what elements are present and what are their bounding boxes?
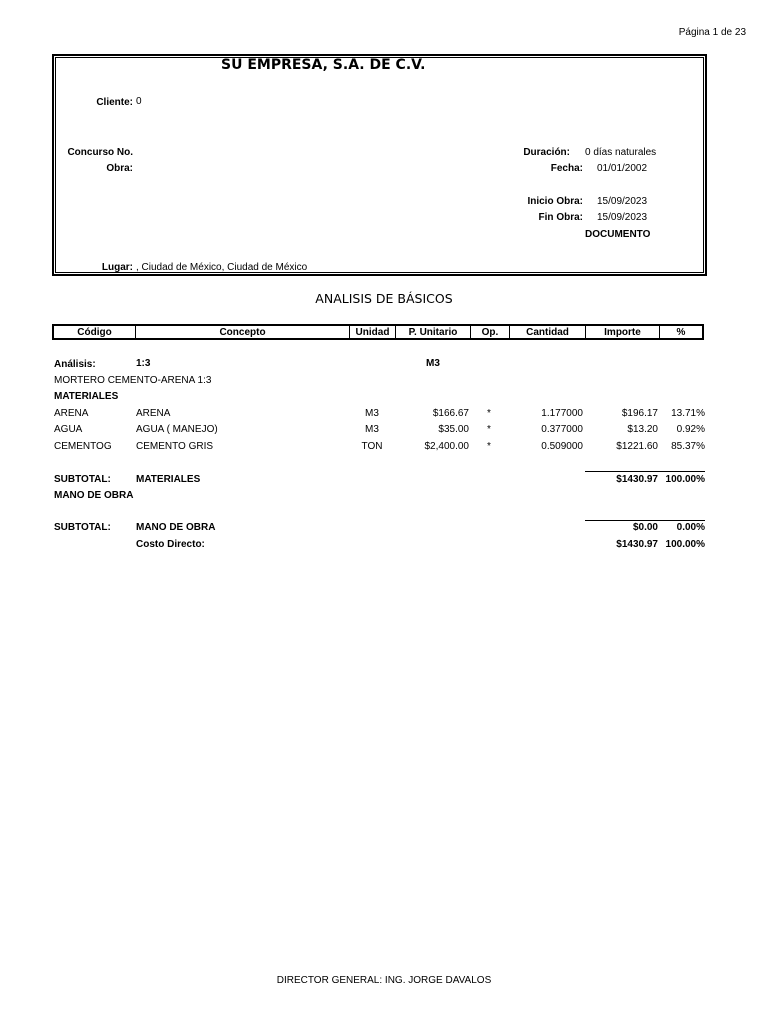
lugar-label: Lugar: xyxy=(101,262,133,273)
row-cantidad: 1.177000 xyxy=(541,408,583,419)
row-percent: 85.37% xyxy=(671,441,705,452)
row-importe: $196.17 xyxy=(621,408,658,419)
subtotal-mano-de-obra-label: SUBTOTAL: xyxy=(54,522,111,533)
fin-obra-label: Fin Obra: xyxy=(538,212,583,223)
documento-label: DOCUMENTO xyxy=(585,229,651,240)
materiales-heading: MATERIALES xyxy=(54,391,119,402)
column-header-unidad: Unidad xyxy=(350,326,396,338)
row-importe: $1221.60 xyxy=(616,441,658,452)
inicio-obra-value: 15/09/2023 xyxy=(597,196,648,207)
inicio-obra-label: Inicio Obra: xyxy=(527,196,583,207)
analisis-label: Análisis: xyxy=(54,359,96,370)
column-header-codigo: Código xyxy=(54,326,136,338)
row-concepto: CEMENTO GRIS xyxy=(136,441,214,452)
row-cantidad: 0.377000 xyxy=(541,424,583,435)
lugar-value: , Ciudad de México, Ciudad de México xyxy=(136,262,308,273)
footer-signature: DIRECTOR GENERAL: ING. JORGE DAVALOS xyxy=(276,975,492,986)
fin-obra-value: 15/09/2023 xyxy=(597,212,648,223)
row-concepto: ARENA xyxy=(136,408,171,419)
fecha-label: Fecha: xyxy=(550,163,583,174)
row-percent: 0.92% xyxy=(676,424,705,435)
column-header-concepto: Concepto xyxy=(136,326,350,338)
column-header-percent: % xyxy=(676,327,686,338)
row-unidad: M3 xyxy=(365,408,379,419)
analisis-unit: M3 xyxy=(426,358,440,369)
column-header-op: Op. xyxy=(471,326,510,338)
row-codigo: CEMENTOG xyxy=(54,441,112,452)
subtotal-materiales-label: SUBTOTAL: xyxy=(54,474,111,485)
obra-label: Obra: xyxy=(106,163,133,174)
row-precio: $2,400.00 xyxy=(424,441,469,452)
mano-de-obra-heading: MANO DE OBRA xyxy=(54,490,134,501)
subtotal-mano-de-obra-importe: $0.00 xyxy=(632,522,658,533)
row-unidad: TON xyxy=(361,441,383,452)
costo-directo-percent: 100.00% xyxy=(665,539,705,550)
analisis-description: MORTERO CEMENTO-ARENA 1:3 xyxy=(54,375,212,386)
subtotal-divider xyxy=(585,520,705,521)
row-cantidad: 0.509000 xyxy=(541,441,583,452)
row-codigo: ARENA xyxy=(54,408,89,419)
column-header-cantidad: Cantidad xyxy=(510,326,586,338)
row-percent: 13.71% xyxy=(671,408,705,419)
row-importe: $13.20 xyxy=(627,424,658,435)
row-unidad: M3 xyxy=(365,424,379,435)
subtotal-divider xyxy=(585,471,705,472)
fecha-value: 01/01/2002 xyxy=(597,163,648,174)
cliente-value: 0 xyxy=(136,96,142,107)
row-precio: $166.67 xyxy=(432,408,469,419)
column-header-row xyxy=(52,324,704,340)
subtotal-materiales-percent: 100.00% xyxy=(665,474,705,485)
row-op: * xyxy=(487,408,491,419)
analisis-code: 1:3 xyxy=(136,358,151,369)
column-header-importe: Importe xyxy=(586,326,660,338)
subtotal-materiales-importe: $1430.97 xyxy=(616,474,658,485)
costo-directo-label: Costo Directo: xyxy=(136,539,205,550)
row-precio: $35.00 xyxy=(438,424,469,435)
subtotal-materiales-name: MATERIALES xyxy=(136,474,201,485)
column-header-precio: P. Unitario xyxy=(396,326,471,338)
row-op: * xyxy=(487,424,491,435)
row-op: * xyxy=(487,441,491,452)
costo-directo-importe: $1430.97 xyxy=(616,539,658,550)
page-number: Página 1 de 23 xyxy=(678,27,746,38)
row-concepto: AGUA ( MANEJO) xyxy=(136,424,218,435)
concurso-label: Concurso No. xyxy=(67,147,133,158)
document-title: ANALISIS DE BÁSICOS xyxy=(315,291,453,306)
row-codigo: AGUA xyxy=(54,424,83,435)
duracion-label: Duración: xyxy=(523,147,570,158)
cliente-label: Cliente: xyxy=(96,97,133,108)
duracion-value: 0 días naturales xyxy=(585,147,657,158)
subtotal-mano-de-obra-name: MANO DE OBRA xyxy=(136,522,216,533)
company-name: SU EMPRESA, S.A. DE C.V. xyxy=(221,57,426,73)
subtotal-mano-de-obra-percent: 0.00% xyxy=(676,522,705,533)
